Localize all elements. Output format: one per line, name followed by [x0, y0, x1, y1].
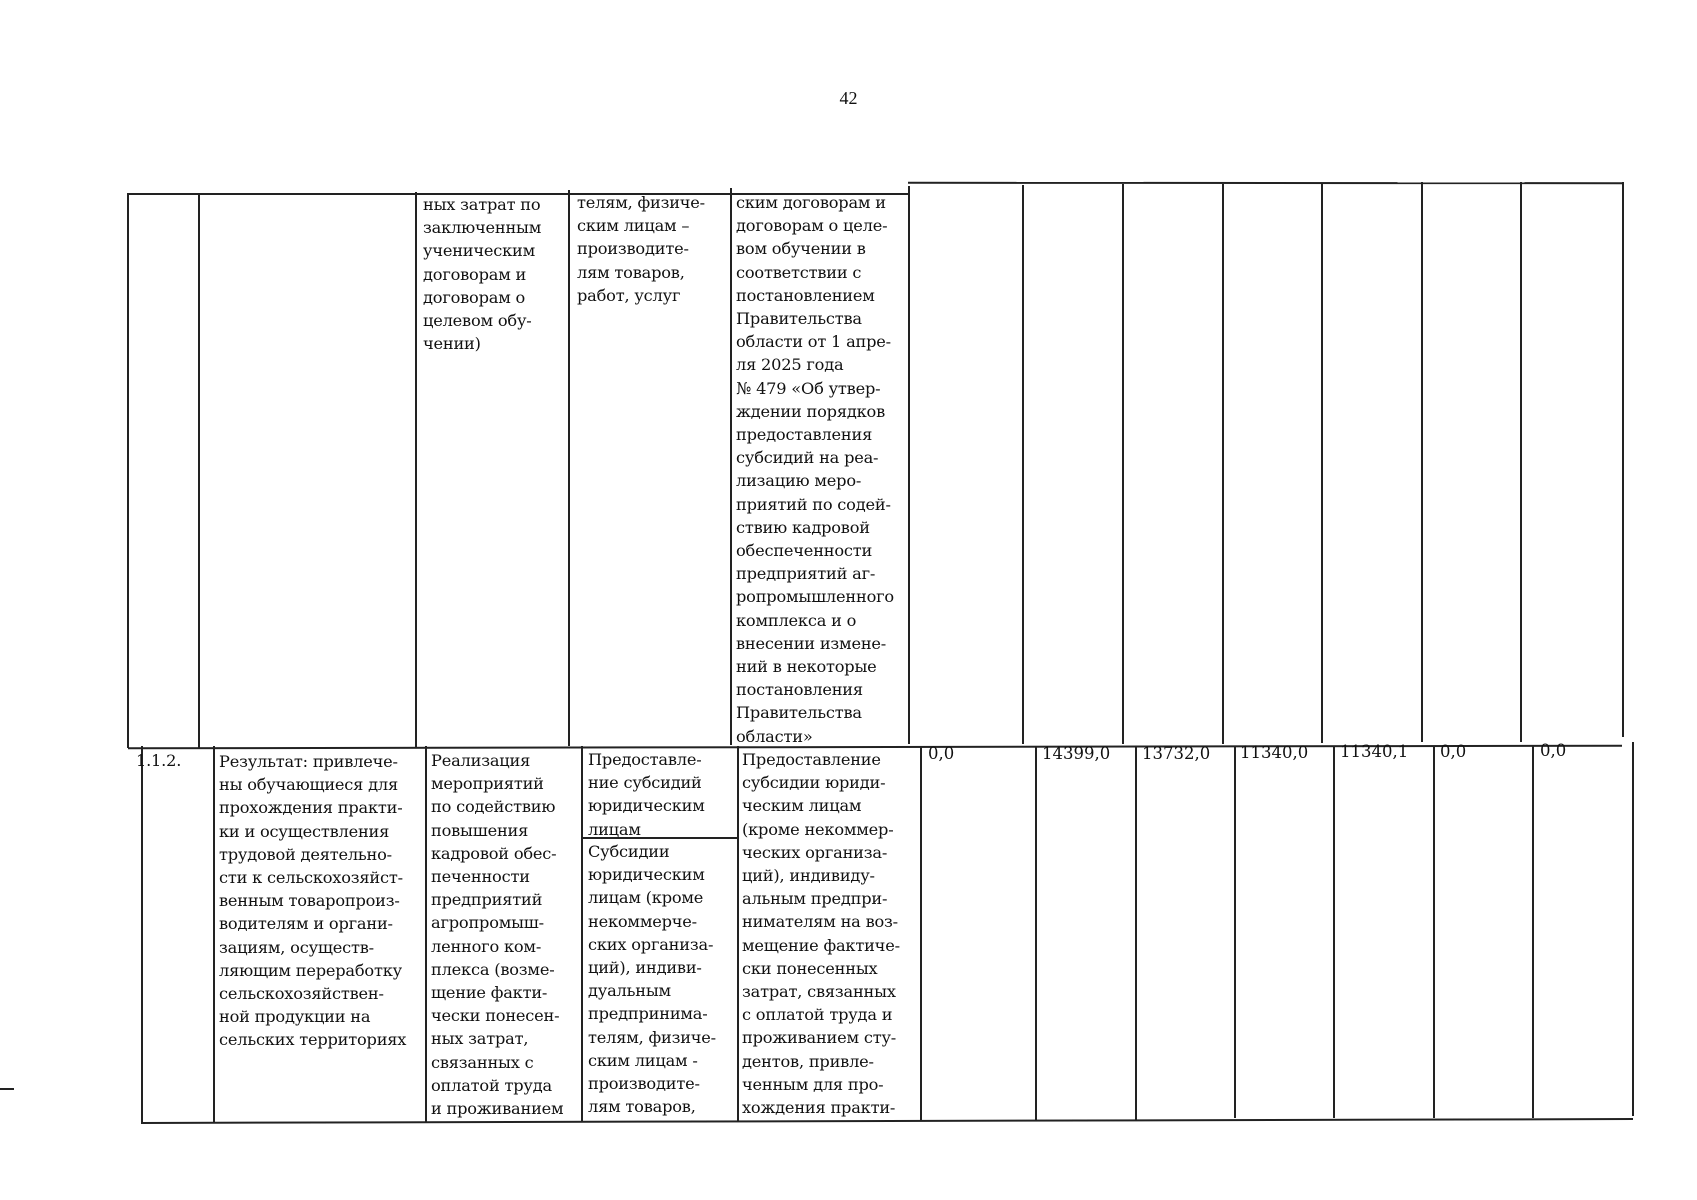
vline-9-lower — [1234, 746, 1236, 1118]
cell-event-description: Реализация мероприятий по содействию повышения кадровой обес- печенности предприятий агропромыш- ленного ком- плекса (возме- щение факти- чески понесен- ных затрат, связанных с оплатой труда и проживанием — [431, 751, 564, 1119]
value-cell: 0,0 — [1440, 742, 1467, 761]
vline-9-upper — [1222, 184, 1224, 744]
scan-mark — [0, 1088, 14, 1090]
vline-8-lower — [1135, 746, 1137, 1120]
cell-subsidy-type: Предоставле- ние субсидий юридическим лицам — [588, 750, 705, 839]
cell-result-description: Результат: привлече- ны обучающиеся для прохождения практи- ки и осуществления трудовой деятельно- сти к сельскохозяйст- венным товаропроиз- водителям и органи- зациям, осуществ- ляющим переработку сельскохозяйствен- ной продукции на сельских территориях — [219, 752, 407, 1050]
vline-12-lower — [1532, 746, 1534, 1118]
row-number: 1.1.2. — [136, 751, 182, 770]
vline-2-upper — [198, 193, 200, 748]
cell-subsidy-basis: Предоставление субсидии юриди- ческим лицам (кроме некоммер- ческих организа- ций), индивиду- альным предпри- нимателям на воз- мещение фактиче- ски понесенных затрат, связанных с оплатой труда и проживанием сту- дентов, привле- ченным для про- хождения практи- — [742, 750, 900, 1118]
vline-7-upper — [1022, 185, 1024, 744]
table-right-border-lower — [1632, 742, 1634, 1116]
vline-10-lower — [1333, 746, 1335, 1118]
vline-3-lower — [425, 746, 427, 1122]
vline-11-lower — [1433, 746, 1435, 1118]
value-cell: 0,0 — [928, 744, 955, 763]
vline-6-lower — [920, 746, 922, 1120]
vline-2-lower — [213, 746, 215, 1122]
vline-8-upper — [1122, 184, 1124, 744]
table-right-border-upper — [1622, 182, 1624, 737]
vline-12-upper — [1520, 182, 1522, 742]
vline-4-lower — [581, 746, 583, 1122]
cell-continued-col5: ским договорам и договорам о целе- вом обучении в соответствии с постановлением Правительства области от 1 апре- ля 2025 года № 479 «Об утвер- ждении порядков предоставления субсидий на реа- лизацию меро- приятий по содей- ствию кадровой обеспеченности предприятий аг- ропромышленного комплекса и о внесении измене- ний в некоторые постановления Правительства области» — [736, 193, 894, 746]
table-top-border-right — [908, 182, 1622, 184]
value-cell: 14399,0 — [1042, 744, 1111, 763]
vline-11-upper — [1421, 182, 1423, 742]
vline-5-lower — [737, 746, 739, 1122]
vline-7-lower — [1035, 746, 1037, 1120]
value-cell: 11340,1 — [1340, 742, 1409, 761]
vline-3-upper — [415, 192, 417, 747]
vline-10-upper — [1321, 183, 1323, 743]
vline-5-upper — [730, 188, 732, 745]
cell-continued-col3: ных затрат по заключенным ученическим договорам и договорам о целевом обу- чении) — [423, 195, 542, 354]
cell-subsidy-recipients: Субсидии юридическим лицам (кроме некоммерче- ских организа- ций), индиви- дуальным предпринима- телям, физиче- ским лицам - производите- лям товаров, — [588, 842, 716, 1117]
value-cell: 11340,0 — [1240, 743, 1309, 762]
vline-1-upper — [127, 193, 129, 748]
value-cell: 0,0 — [1540, 741, 1567, 760]
vline-1-lower — [141, 746, 143, 1122]
vline-6-upper — [908, 186, 910, 744]
cell-continued-col4: телям, физиче- ским лицам – производите- лям товаров, работ, услуг — [577, 193, 705, 305]
value-cell: 13732,0 — [1142, 744, 1211, 763]
page-number: 42 — [839, 88, 858, 108]
vline-4-upper — [568, 190, 570, 746]
